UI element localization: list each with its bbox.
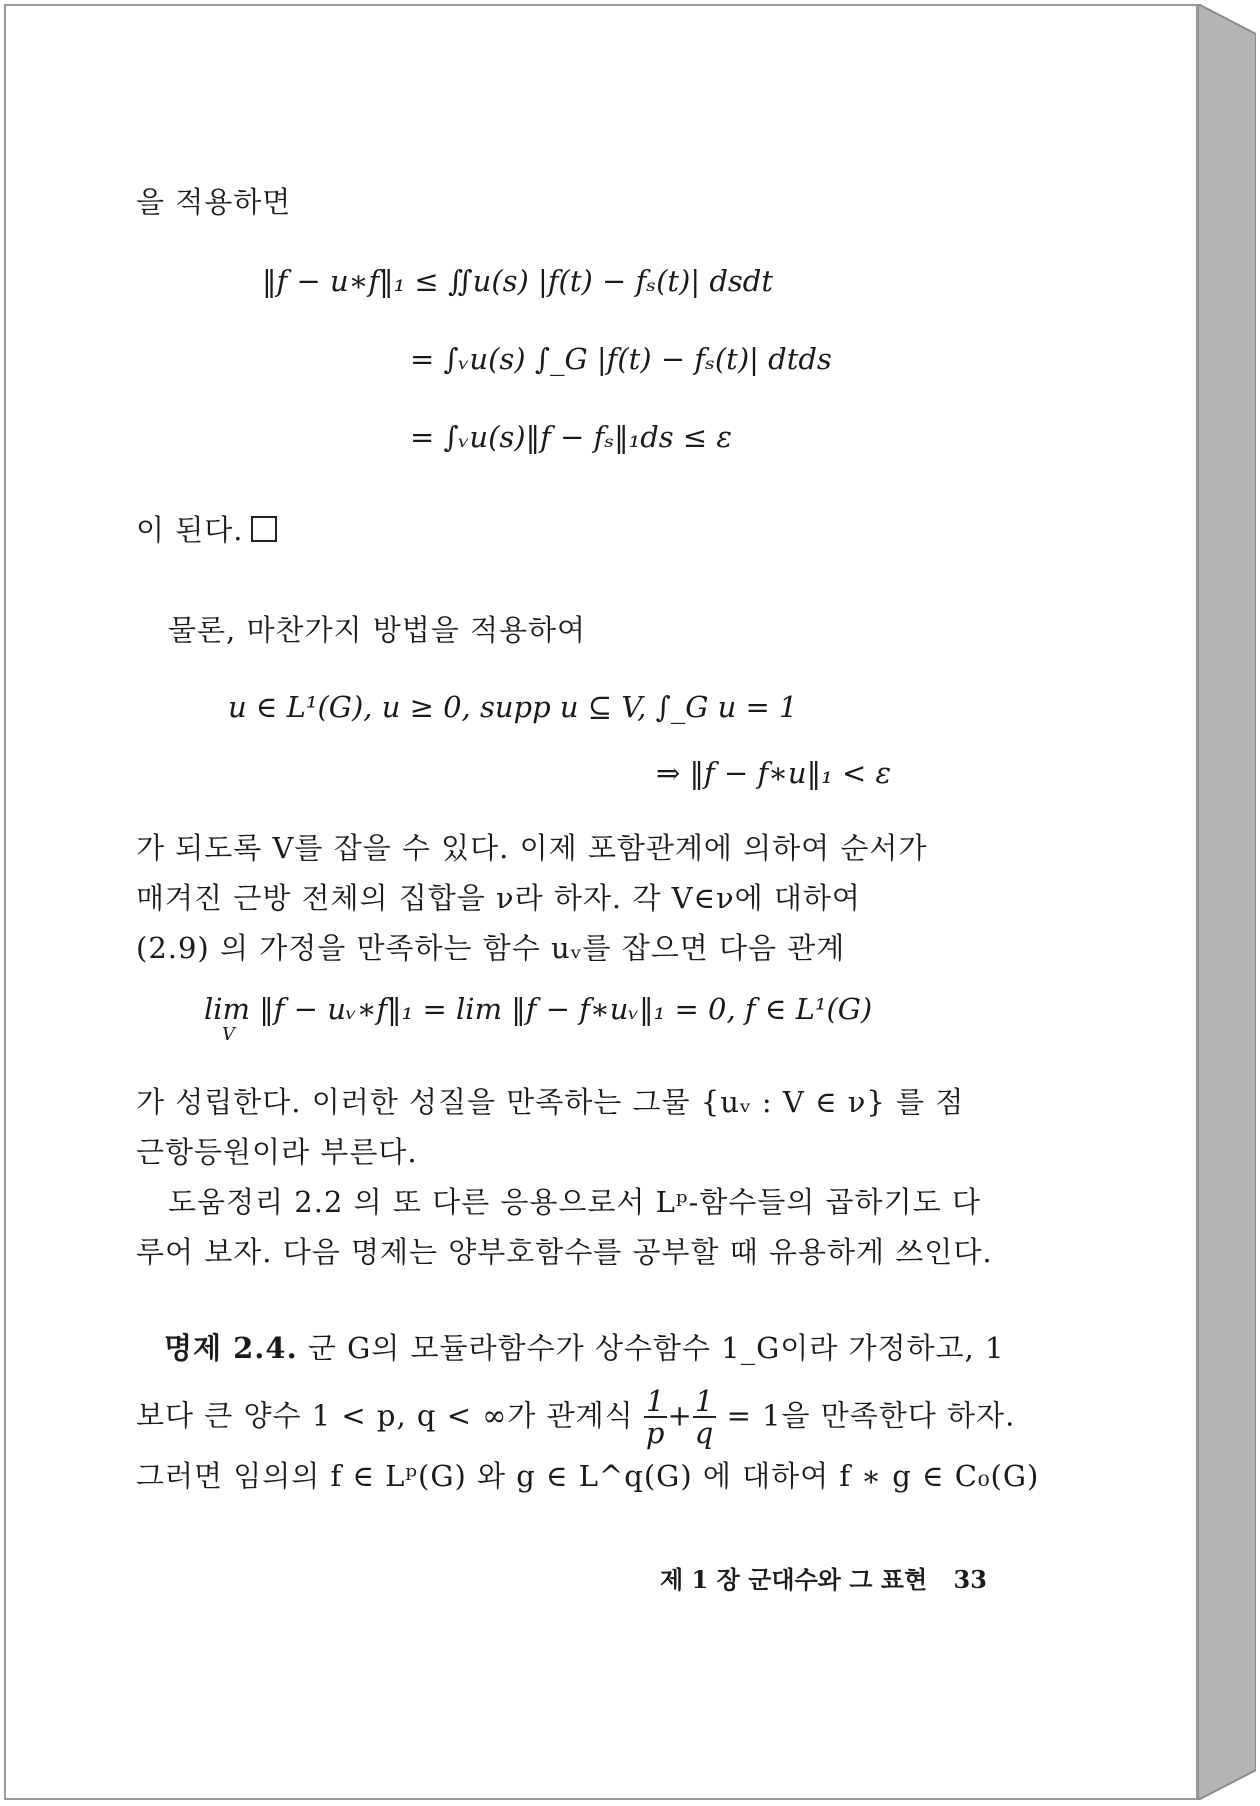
paragraph-line: 도움정리 2.2 의 또 다른 응용으로서 Lᵖ-함수들의 곱하기도 다 — [168, 1185, 981, 1219]
equation-approx-2: ⇒ ‖f − f∗u‖₁ < ε — [656, 756, 892, 790]
chapter-title: 제 1 장 군대수와 그 표현 — [660, 1565, 928, 1594]
book-spine — [1198, 4, 1256, 1800]
paragraph-method: 물론, 마찬가지 방법을 적용하여 — [168, 613, 587, 647]
equation-line-1: ‖f − u∗f‖₁ ≤ ∬u(s) |f(t) − fₛ(t)| dsdt — [262, 264, 774, 298]
paragraph-line: (2.9) 의 가정을 만족하는 함수 uᵥ를 잡으면 다음 관계 — [136, 931, 846, 965]
equation-approx-1: u ∈ L¹(G), u ≥ 0, supp u ⊆ V, ∫_G u = 1 — [228, 690, 798, 724]
fraction-1-over-p: $\frac{1}{p}$ — [645, 1384, 666, 1451]
plus-sign: + — [667, 1398, 693, 1433]
proposition-text: = 1을 만족한다 하자. — [726, 1398, 1016, 1433]
proposition-line-1 — [164, 1326, 1004, 1367]
proposition-line-2 — [136, 1386, 1015, 1449]
conclusion-label: 이 된다. — [136, 513, 244, 547]
proposition-line-3: 그러면 임의의 f ∈ Lᵖ(G) 와 g ∈ L^q(G) 에 대하여 f ∗ g ∈ C₀(G) — [136, 1459, 1040, 1493]
limit-subscript: V — [222, 1024, 235, 1045]
fraction-1-over-q: $\frac{1}{q}$ — [694, 1384, 715, 1451]
paragraph-line: 가 성립한다. 이러한 성질을 만족하는 그물 {uᵥ : V ∈ ν} 를 점 — [136, 1085, 965, 1119]
proposition-label: 명제 2.4. — [164, 1331, 298, 1365]
paragraph-line: 근항등원이라 부른다. — [136, 1135, 418, 1169]
qed-icon — [251, 516, 277, 542]
intro-text: 을 적용하면 — [136, 185, 292, 219]
paragraph-line: 루어 보자. 다음 명제는 양부호함수를 공부할 때 유용하게 쓰인다. — [136, 1235, 993, 1269]
conclusion-text — [136, 508, 277, 549]
proposition-text: 보다 큰 양수 1 < p, q < ∞가 관계식 — [136, 1398, 634, 1433]
limit-equation: lim ‖f − uᵥ∗f‖₁ = lim ‖f − f∗uᵥ‖₁ = 0, f ∈ L¹(G) — [204, 992, 873, 1026]
proposition-text: 군 G의 모듈라함수가 상수함수 1_G이라 가정하고, 1 — [307, 1331, 1005, 1365]
paragraph-line: 가 되도록 V를 잡을 수 있다. 이제 포함관계에 의하여 순서가 — [136, 831, 928, 865]
equation-line-2: = ∫ᵥu(s) ∫_G |f(t) − fₛ(t)| dtds — [410, 342, 832, 376]
chapter-footer — [660, 1560, 987, 1595]
page-number: 33 — [953, 1565, 987, 1594]
equation-line-3: = ∫ᵥu(s)‖f − fₛ‖₁ds ≤ ε — [410, 420, 732, 454]
paragraph-line: 매겨진 근방 전체의 집합을 ν라 하자. 각 V∈ν에 대하여 — [136, 881, 861, 915]
